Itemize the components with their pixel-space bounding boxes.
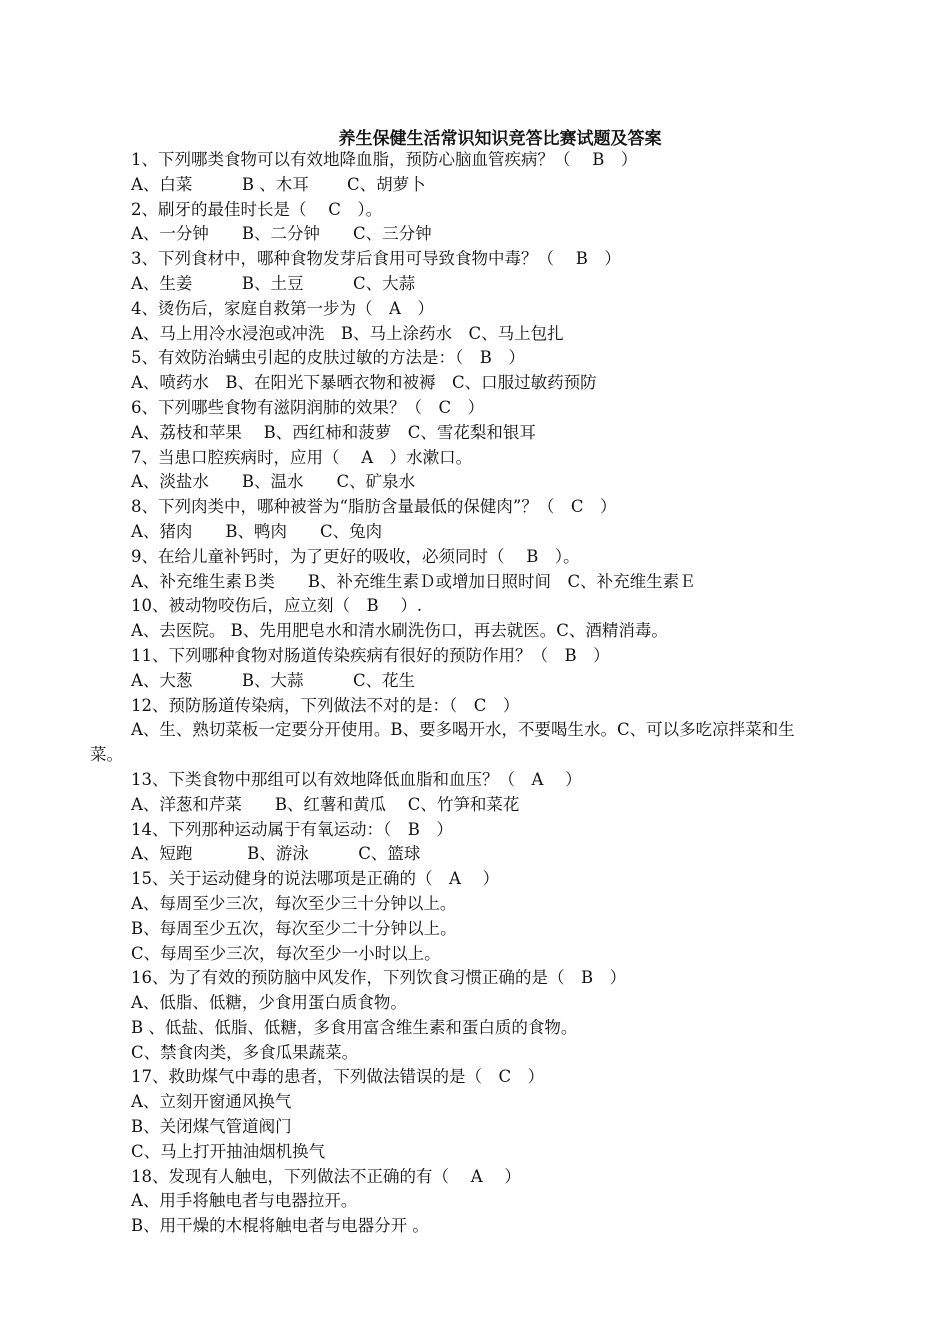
text-line: 6、下列哪些食物有滋阴润肺的效果？（ C ）: [131, 397, 485, 417]
text-line: 3、下列食材中，哪种食物发芽后食用可导致食物中毒？（ B ）: [131, 249, 621, 269]
text-line: A、淡盐水 B、温水 C、矿泉水: [131, 472, 416, 492]
text-line: A、猪肉 B、鸭肉 C、兔肉: [131, 521, 383, 541]
text-line: C、禁食肉类，多食瓜果蔬菜。: [131, 1042, 359, 1062]
text-line: 4、烫伤后，家庭自救第一步为（ A ）: [131, 298, 434, 318]
text-line: 10、被动物咬伤后，应立刻（ B ）.: [131, 596, 423, 616]
text-line: A、立刻开窗通风换气: [131, 1092, 292, 1112]
text-line: 1、下列哪类食物可以有效地降血脂，预防心脑血管疾病？（ B ）: [131, 150, 638, 169]
text-line: A、喷药水 B、在阳光下暴晒衣物和被褥 C、口服过敏药预防: [131, 373, 597, 393]
text-line: A、每周至少三次，每次至少三十分钟以上。: [131, 893, 457, 913]
text-line: C、每周至少三次，每次至少一小时以上。: [131, 943, 441, 963]
text-line: 9、在给儿童补钙时，为了更好的吸收，必须同时（ B ）。: [131, 546, 580, 566]
text-line: A、一分钟 B、二分钟 C、三分钟: [131, 224, 432, 244]
text-line: A、短跑 B、游泳 C、篮球: [131, 844, 421, 864]
text-line: 15、关于运动健身的说法哪项是正确的（ A ）: [131, 869, 500, 889]
text-line: 14、下列那种运动属于有氧运动：（ B ）: [131, 819, 453, 839]
text-line: 13、下类食物中那组可以有效地降低血脂和血压？（ A ）: [131, 769, 582, 789]
text-line: A、去医院。 B、先用肥皂水和清水刷洗伤口，再去就医。C、酒精消毒。: [131, 621, 668, 641]
question-list: [0, 148, 950, 1239]
text-line: A、补充维生素Ｂ类 B、补充维生素Ｄ或增加日照时间 C、补充维生素Ｅ: [131, 571, 696, 591]
text-line: 菜。: [90, 745, 123, 765]
text-line: B、每周至少五次，每次至少二十分钟以上。: [131, 918, 457, 938]
text-line: A、生姜 B、土豆 C、大蒜: [131, 273, 416, 293]
text-line: 16、为了有效的预防脑中风发作，下列饮食习惯正确的是（ B ）: [131, 968, 627, 988]
text-line: 5、有效防治螨虫引起的皮肤过敏的方法是：（ B ）: [131, 348, 525, 368]
text-line: A、生、熟切菜板一定要分开使用。B、要多喝开水，不要喝生水。C、可以多吃凉拌菜和生: [131, 720, 795, 740]
text-line: B、用干燥的木棍将触电者与电器分开 。: [131, 1216, 429, 1236]
text-line: 18、发现有人触电，下列做法不正确的有（ A ）: [131, 1166, 521, 1186]
text-line: B 、低盐、低脂、低糖，多食用富含维生素和蛋白质的食物。: [131, 1017, 578, 1037]
document-title: 养生保健生活常识知识竞答比赛试题及答案: [338, 129, 662, 149]
text-line: A、白菜 B 、木耳 C、胡萝卜: [131, 174, 426, 194]
text-line: 2、刷牙的最佳时长是（ C ）。: [131, 199, 383, 219]
text-line: 11、下列哪种食物对肠道传染疾病有很好的预防作用？（ B ）: [131, 645, 610, 665]
text-line: C、马上打开抽油烟机换气: [131, 1141, 326, 1161]
text-line: 7、当患口腔疾病时，应用（ A ）水漱口。: [131, 447, 473, 467]
text-line: 17、救助煤气中毒的患者，下列做法错误的是（ C ）: [131, 1067, 545, 1087]
text-line: A、马上用冷水浸泡或冲洗 B、马上涂药水 C、马上包扎: [131, 323, 564, 343]
text-line: 12、预防肠道传染病，下列做法不对的是：（ C ）: [131, 695, 520, 715]
text-line: A、洋葱和芹菜 B、红薯和黄瓜 C、竹笋和菜花: [131, 794, 520, 814]
text-line: 8、下列肉类中，哪种被誉为“脂肪含量最低的保健肉”？（ C ）: [131, 497, 617, 517]
text-line: A、荔枝和苹果 B、西红柿和菠萝 C、雪花梨和银耳: [131, 422, 536, 442]
text-line: A、用手将触电者与电器拉开。: [131, 1191, 358, 1211]
text-line: A、低脂、低糖，少食用蛋白质食物。: [131, 993, 407, 1013]
text-line: A、大葱 B、大蒜 C、花生: [131, 670, 416, 690]
text-line: B、关闭煤气管道阀门: [131, 1117, 292, 1137]
